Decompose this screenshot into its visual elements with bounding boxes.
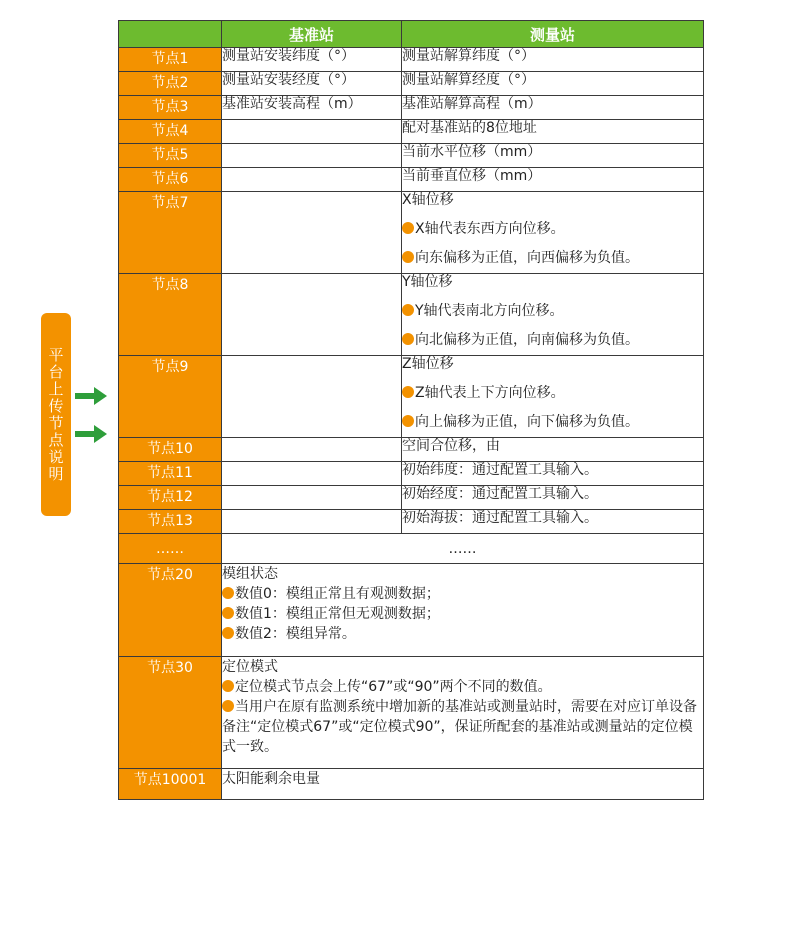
- bullet-icon: [402, 386, 414, 398]
- node-label: 节点2: [119, 72, 222, 96]
- table-row: [119, 48, 704, 72]
- node-label: 节点3: [119, 96, 222, 120]
- table-row: [119, 192, 704, 274]
- bullet-icon: [402, 333, 414, 345]
- node-label: 节点6: [119, 168, 222, 192]
- mode-item: 定位模式节点会上传“67”或“90”两个不同的数值。: [235, 679, 552, 695]
- base-cell: 测量站安装纬度（°）: [222, 48, 402, 72]
- base-cell: [222, 462, 402, 486]
- table-row: [119, 144, 704, 168]
- measure-item: 向北偏移为正值，向南偏移为负值。: [415, 332, 639, 348]
- base-cell: [222, 510, 402, 534]
- bullet-icon: [222, 587, 234, 599]
- mode-item: 当用户在原有监测系统中增加新的基准站或测量站时，需要在对应订单设备备注“定位模式67”或“定位模式90”，保证所配套的基准站或测量站的定位模式一致。: [222, 699, 697, 755]
- node-label: 节点10: [119, 438, 222, 462]
- right-arrow-icon: [75, 425, 107, 443]
- node-label: 节点11: [119, 462, 222, 486]
- node-label: 节点1: [119, 48, 222, 72]
- table-row: [119, 657, 704, 769]
- measure-cell: [402, 356, 704, 438]
- measure-item: Y轴代表南北方向位移。: [415, 303, 564, 319]
- node-label: ……: [119, 534, 222, 564]
- measure-cell: 测量站解算纬度（°）: [402, 48, 704, 72]
- table-row: [119, 486, 704, 510]
- status-item: 数值0：模组正常且有观测数据；: [235, 586, 440, 602]
- measure-cell: 当前垂直位移（mm）: [402, 168, 704, 192]
- module-status-title: 模组状态: [222, 566, 278, 582]
- ellipsis-cell: ……: [222, 534, 704, 564]
- position-mode-cell: [222, 657, 704, 769]
- node-label: 节点5: [119, 144, 222, 168]
- base-cell: [222, 144, 402, 168]
- base-cell: [222, 192, 402, 274]
- bullet-icon: [222, 607, 234, 619]
- measure-item: X轴代表东西方向位移。: [415, 221, 565, 237]
- table-row: [119, 510, 704, 534]
- measure-cell: 初始纬度：通过配置工具输入。: [402, 462, 704, 486]
- bullet-icon: [402, 222, 414, 234]
- header-base-station: 基准站: [222, 21, 402, 48]
- table-row: [119, 72, 704, 96]
- bullet-icon: [402, 251, 414, 263]
- table-row: [119, 438, 704, 462]
- measure-cell: [402, 192, 704, 274]
- table-row: [119, 96, 704, 120]
- table-row: [119, 769, 704, 800]
- table-row: [119, 120, 704, 144]
- measure-cell: 配对基准站的8位地址: [402, 120, 704, 144]
- position-mode-title: 定位模式: [222, 659, 278, 675]
- table-header: [119, 21, 704, 48]
- node-label: 节点4: [119, 120, 222, 144]
- measure-item: 向东偏移为正值，向西偏移为负值。: [415, 250, 639, 266]
- table-row: [119, 564, 704, 657]
- measure-item: Z轴代表上下方向位移。: [415, 385, 565, 401]
- node-label: 节点30: [119, 657, 222, 769]
- bullet-icon: [402, 304, 414, 316]
- measure-cell: 测量站解算经度（°）: [402, 72, 704, 96]
- node-label: 节点7: [119, 192, 222, 274]
- right-arrow-icon: [75, 387, 107, 405]
- table-row: [119, 274, 704, 356]
- solar-cell: 太阳能剩余电量: [222, 769, 704, 800]
- module-status-cell: [222, 564, 704, 657]
- measure-item: 向上偏移为正值，向下偏移为负值。: [415, 414, 639, 430]
- bullet-icon: [402, 415, 414, 427]
- table-row: [119, 462, 704, 486]
- measure-cell: 当前水平位移（mm）: [402, 144, 704, 168]
- node-label: 节点8: [119, 274, 222, 356]
- node-label: 节点20: [119, 564, 222, 657]
- table-row: [119, 356, 704, 438]
- header-corner: [119, 21, 222, 48]
- base-cell: [222, 356, 402, 438]
- base-cell: [222, 438, 402, 462]
- measure-cell: 空间合位移，由: [402, 438, 704, 462]
- node-label: 节点12: [119, 486, 222, 510]
- bullet-icon: [222, 627, 234, 639]
- table-row: [119, 534, 704, 564]
- node-label: 节点9: [119, 356, 222, 438]
- measure-cell: 初始经度：通过配置工具输入。: [402, 486, 704, 510]
- node-label: 节点13: [119, 510, 222, 534]
- header-measure-station: 测量站: [402, 21, 704, 48]
- node-label: 节点10001: [119, 769, 222, 800]
- base-cell: [222, 486, 402, 510]
- base-cell: [222, 168, 402, 192]
- measure-title: Y轴位移: [402, 274, 453, 290]
- measure-title: X轴位移: [402, 192, 454, 208]
- base-cell: [222, 274, 402, 356]
- side-label: 平台上传节点说明: [41, 313, 71, 516]
- base-cell: [222, 120, 402, 144]
- bullet-icon: [222, 680, 234, 692]
- base-cell: 基准站安装高程（m）: [222, 96, 402, 120]
- measure-title: Z轴位移: [402, 356, 454, 372]
- status-item: 数值2：模组异常。: [235, 626, 356, 642]
- base-cell: 测量站安装经度（°）: [222, 72, 402, 96]
- measure-cell: 基准站解算高程（m）: [402, 96, 704, 120]
- measure-cell: 初始海拔：通过配置工具输入。: [402, 510, 704, 534]
- bullet-icon: [222, 700, 234, 712]
- measure-cell: [402, 274, 704, 356]
- status-item: 数值1：模组正常但无观测数据；: [235, 606, 440, 622]
- node-table: [118, 20, 704, 800]
